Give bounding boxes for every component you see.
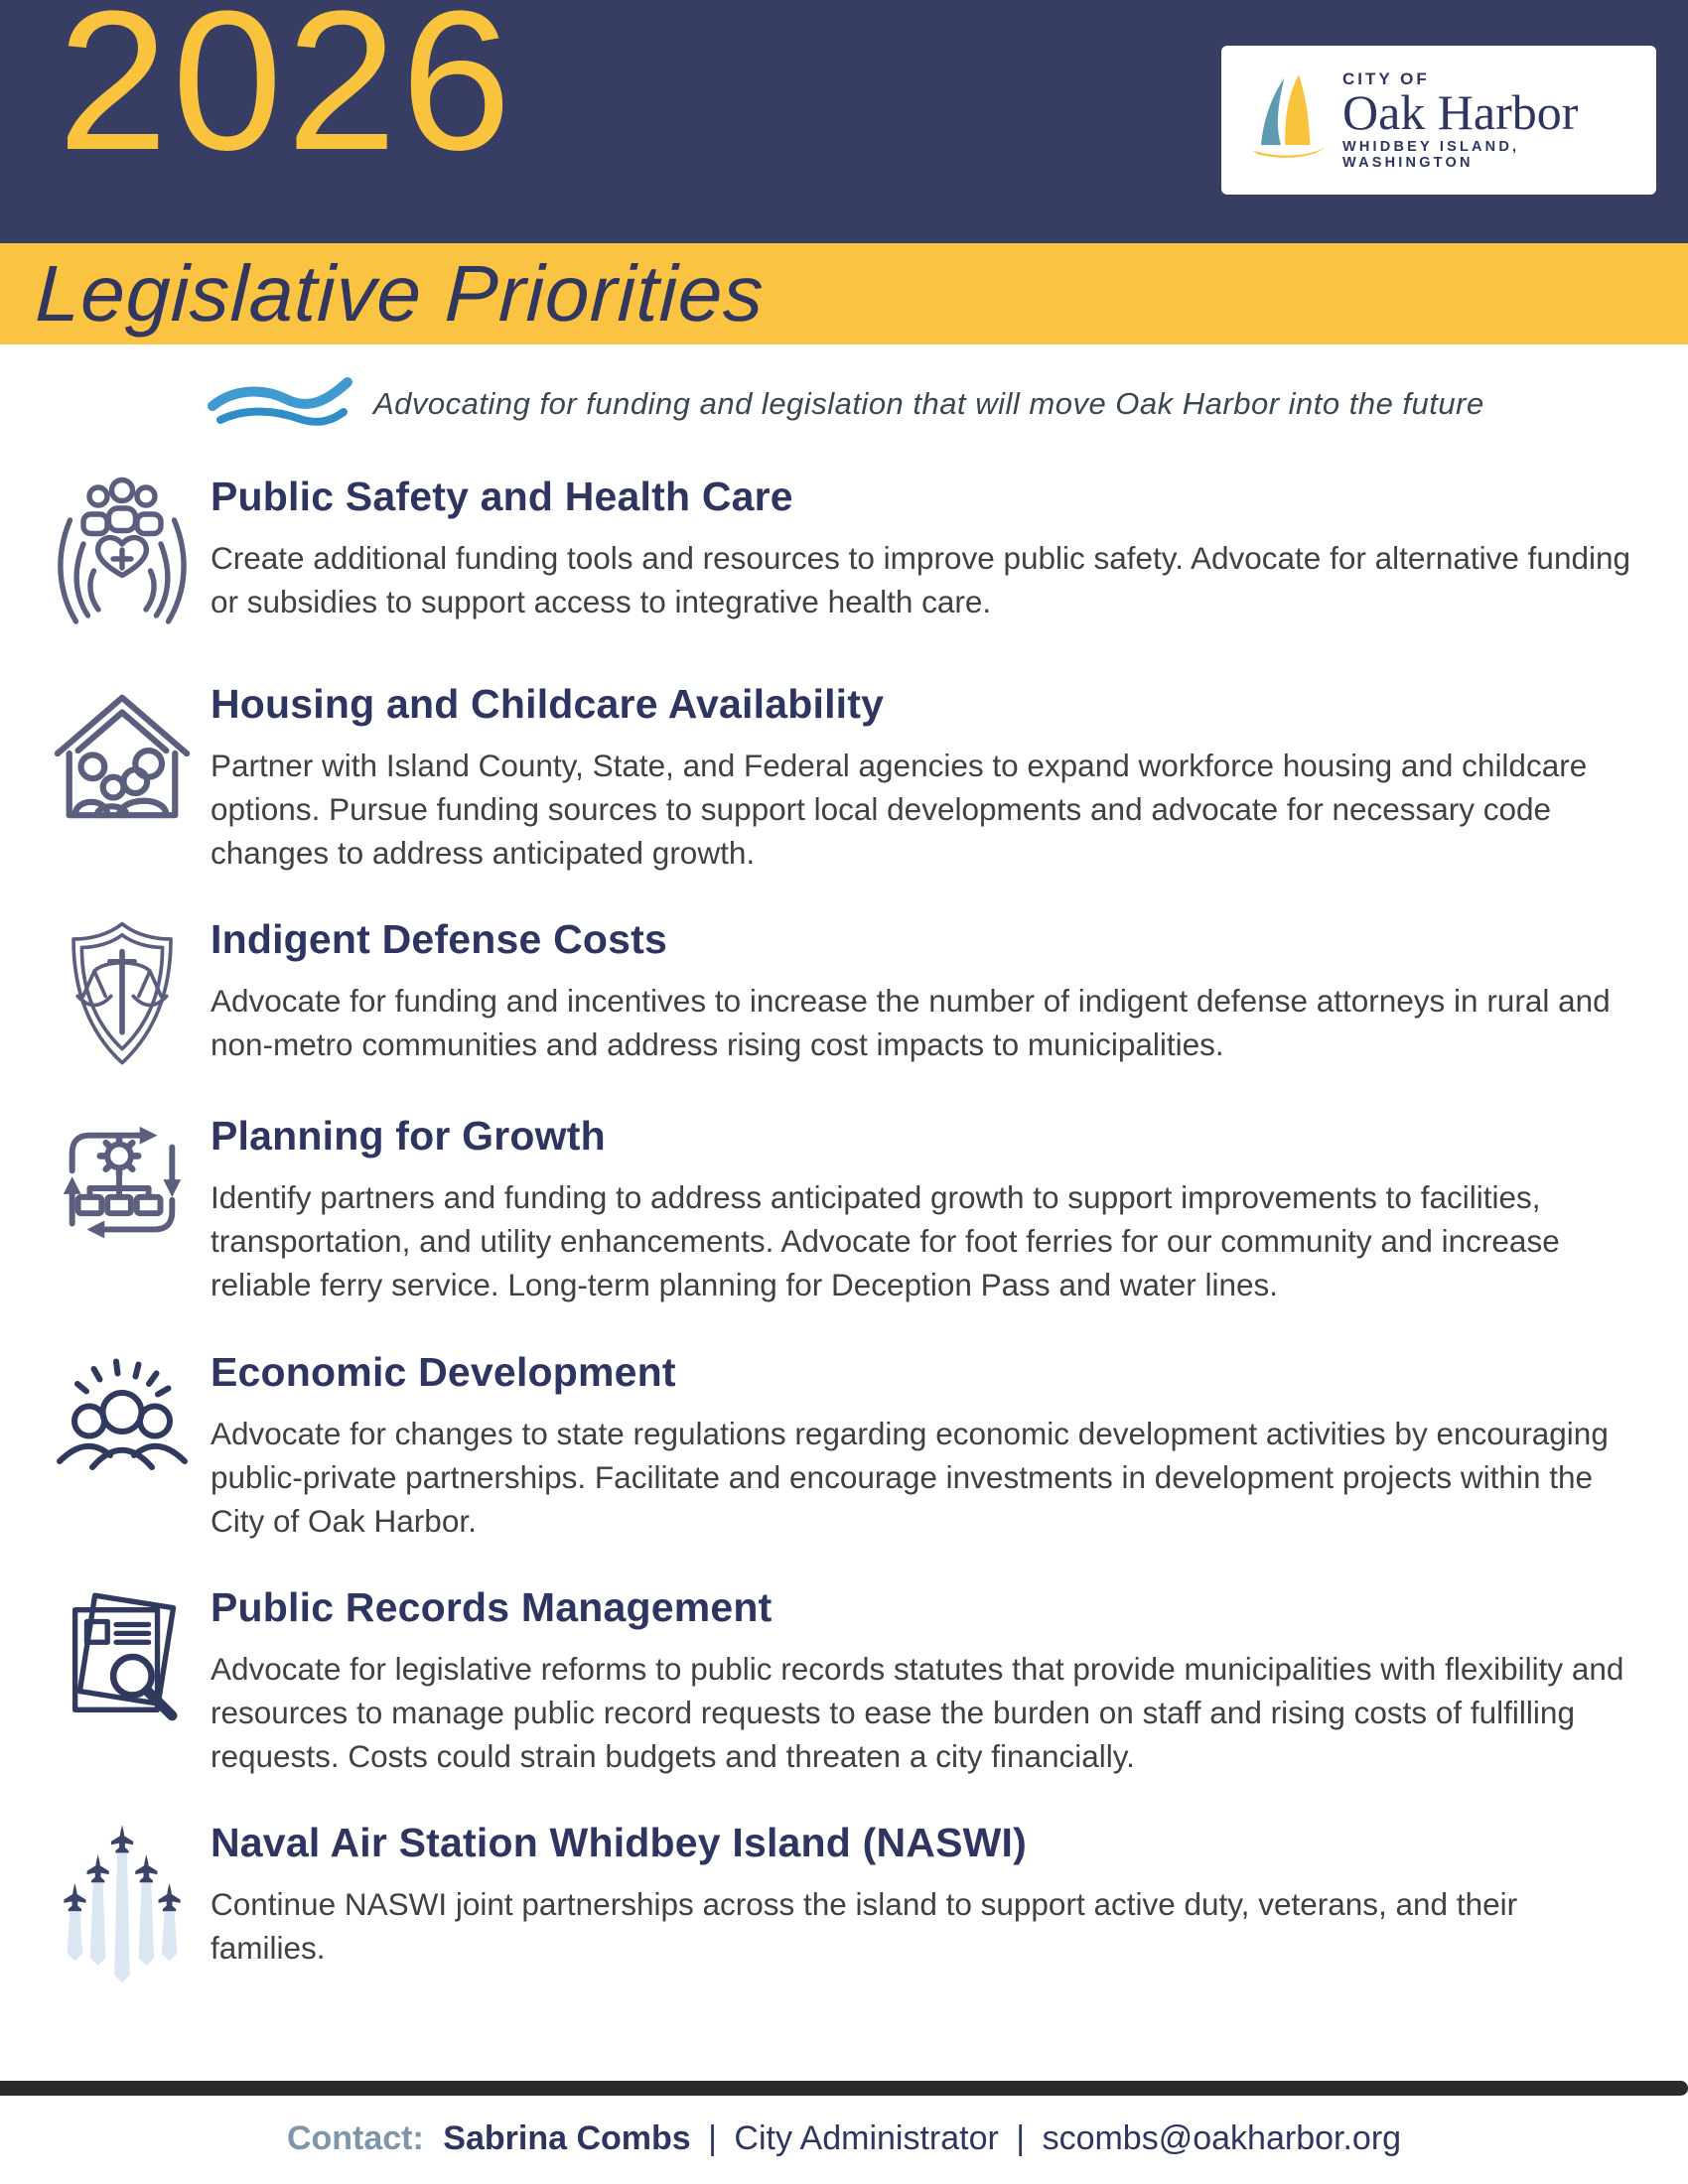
community-growth-icon [34,1349,211,1543]
section-housing [34,681,1640,875]
care-hands-icon [34,474,211,639]
section-title: Public Records Management [211,1583,773,1630]
header [0,0,1688,243]
section-title: Public Safety and Health Care [211,474,793,519]
contact-role: City Administrator [734,2119,999,2157]
section-planning [34,1113,1640,1306]
city-logo [1221,46,1656,195]
section-economic [34,1349,1640,1543]
priority-sections [0,434,1688,1986]
contact-email: scombs@oakharbor.org [1042,2119,1402,2157]
page-title: Legislative Priorities [34,249,766,338]
justice-shield-icon [34,916,211,1071]
section-content [211,1584,1640,1778]
wave-icon [207,374,355,434]
section-title: Housing and Childcare Availability [211,681,885,727]
section-text: Create additional funding tools and resources to improve public safety. Advocate for alternative funding or subsidies to support access to integrative health care. [211,540,1631,620]
section-text: Advocate for changes to state regulations regarding economic development activities by encouraging public-private partnerships. Facilitate and encourage investments in development projects within the City of Oak Harbor. [211,1415,1609,1539]
title-banner [0,243,1688,344]
section-content [211,681,1640,875]
contact-label: Contact: [286,2119,424,2157]
logo-subtitle: WHIDBEY ISLAND, WASHINGTON [1342,139,1520,171]
section-text: Advocate for legislative reforms to public records statutes that provide municipalities with flexibility and resources to manage public record requests to ease the burden on staff and rising costs of fulfilling requests. Costs could strain budgets and threaten a city financially. [211,1650,1624,1775]
section-content [211,916,1640,1071]
section-records [34,1584,1640,1778]
section-text: Continue NASWI joint partnerships across the island to support active duty, veterans, and their families. [211,1886,1518,1967]
section-content [211,474,1640,639]
logo-name: Oak Harbor [1342,84,1579,140]
section-text: Partner with Island County, State, and Federal agencies to expand workforce housing and childcare options. Pursue funding sources to support local developments and advocate for necessary code changes to address anticipated growth. [211,748,1588,872]
records-documents-icon [34,1584,211,1778]
section-naswi [34,1820,1640,1986]
separator: | [708,2119,717,2157]
section-title: Economic Development [211,1348,676,1395]
footer-divider-bar [0,2081,1688,2096]
section-indigent-defense [34,916,1640,1071]
section-public-safety [34,474,1640,639]
year-heading: 2026 [58,0,515,192]
logo-city-of: CITY OF [1342,69,1430,88]
logo-text [1342,69,1642,171]
planning-process-icon [34,1113,211,1306]
section-content [211,1113,1640,1306]
section-title: Planning for Growth [211,1113,606,1160]
jets-formation-icon [34,1820,211,1986]
housing-family-icon [34,681,211,875]
sailboat-logo-icon [1235,61,1338,180]
contact-name: Sabrina Combs [443,2119,691,2157]
section-text: Advocate for funding and incentives to increase the number of indigent defense attorneys in rural and non-metro communities and address rising cost impacts to municipalities. [211,983,1611,1063]
footer [0,2081,1688,2158]
section-content [211,1820,1640,1986]
tagline-text: Advocating for funding and legislation that will move Oak Harbor into the future [373,386,1484,421]
section-text: Identify partners and funding to address anticipated growth to support improvements to facilities, transportation, and utility enhancements. Advocate for foot ferries for our community and increase reliable ferry service. Long-term planning for Deception Pass and water lines. [211,1179,1560,1303]
contact-line [0,2119,1688,2158]
section-title: Naval Air Station Whidbey Island (NASWI) [211,1820,1027,1866]
section-content [211,1349,1640,1543]
separator: | [1016,2119,1026,2157]
section-title: Indigent Defense Costs [211,916,668,963]
tagline [0,374,1688,434]
